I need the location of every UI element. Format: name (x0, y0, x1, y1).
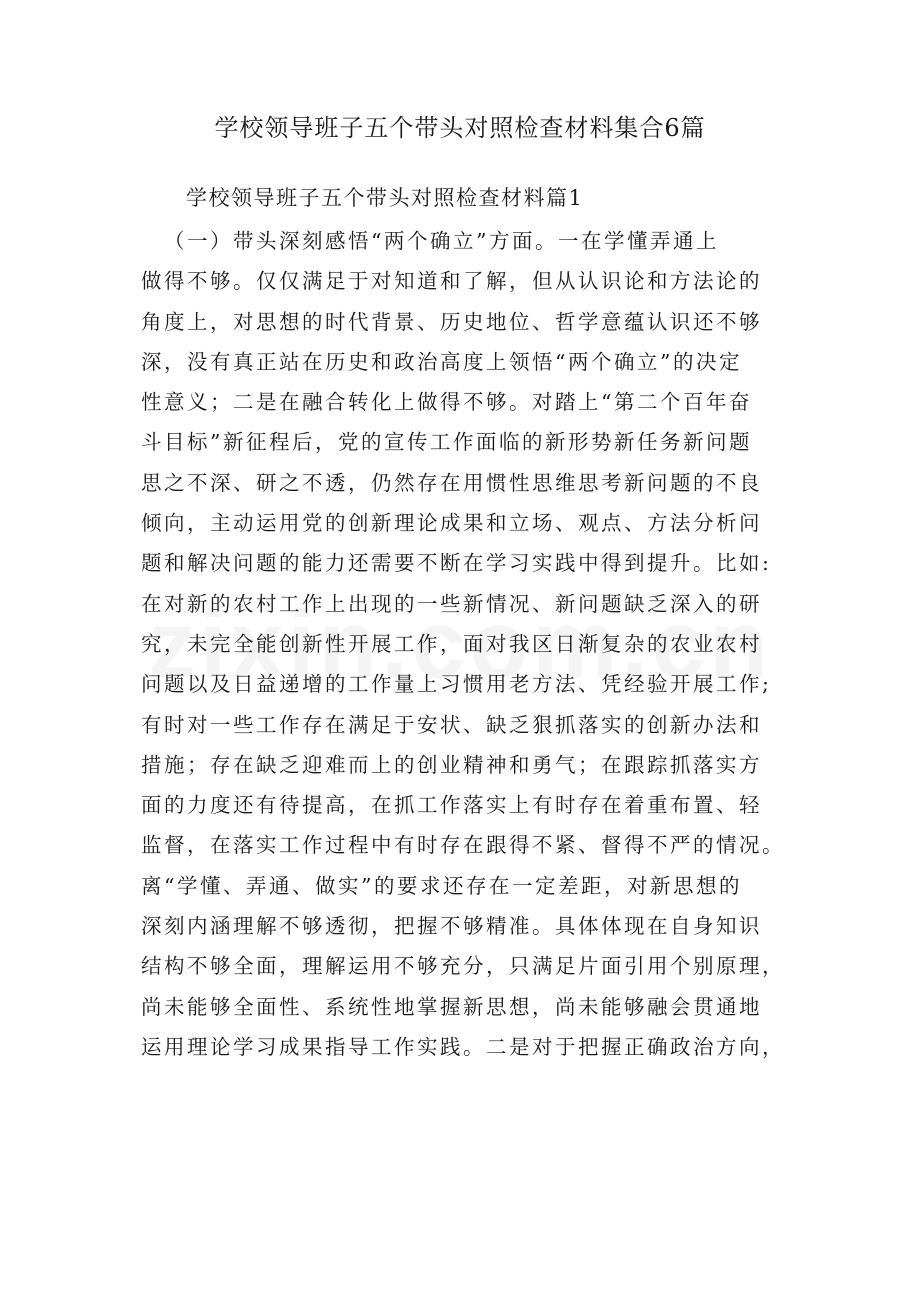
body-line: 运用理论学习成果指导工作实践。二是对于把握正确政治方向， (141, 1034, 785, 1059)
body-line: 思之不深、研之不透，仍然存在用惯性思维思考新问题的不良 (141, 470, 762, 495)
body-line: 深刻内涵理解不够透彻，把握不够精准。具体体现在自身知识 (141, 914, 762, 939)
body-line: 倾向，主动运用党的创新理论成果和立场、观点、方法分析问 (141, 511, 762, 536)
body-line: 题和解决问题的能力还需要不断在学习实践中得到提升。比如: (141, 551, 772, 576)
body-line: 监督，在落实工作过程中有时存在跟得不紧、督得不严的情况。 (141, 833, 785, 858)
body-line: 措施；存在缺乏迎难而上的创业精神和勇气；在跟踪抓落实方 (141, 752, 762, 777)
body-line: 结构不够全面，理解运用不够充分，只满足片面引用个别原理， (141, 954, 785, 979)
body-line: 在对新的农村工作上出现的一些新情况、新问题缺乏深入的研 (141, 591, 762, 616)
body-text (0, 221, 920, 1067)
body-line: 究，未完全能创新性开展工作，面对我区日渐复杂的农业农村 (141, 631, 762, 656)
body-line: 做得不够。仅仅满足于对知道和了解，但从认识论和方法论的 (141, 269, 762, 294)
body-line: 离“学懂、弄通、做实”的要求还存在一定差距，对新思想的 (141, 873, 742, 898)
body-line: 问题以及日益递增的工作量上习惯用老方法、凭经验开展工作; (141, 672, 772, 697)
body-line: 深，没有真正站在历史和政治高度上领悟“两个确立”的决定 (141, 349, 742, 374)
body-line: 尚未能够全面性、系统性地掌握新思想，尚未能够融会贯通地 (141, 994, 762, 1019)
body-line: 角度上，对思想的时代背景、历史地位、哲学意蕴认识还不够 (141, 309, 762, 334)
body-line: 面的力度还有待提高，在抓工作落实上有时存在着重布置、轻 (141, 793, 762, 818)
body-line: （一）带头深刻感悟“两个确立”方面。一在学懂弄通上 (164, 229, 719, 253)
body-line: 性意义；二是在融合转化上做得不够。对踏上“第二个百年奋 (141, 390, 752, 415)
section-heading: 学校领导班子五个带头对照检查材料篇1 (186, 186, 584, 210)
body-line: 斗目标”新征程后，党的宣传工作面临的新形势新任务新问题 (141, 430, 752, 455)
body-line: 有时对一些工作存在满足于安状、缺乏狠抓落实的创新办法和 (141, 712, 762, 737)
document-title: 学校领导班子五个带头对照检查材料集合6篇 (214, 114, 706, 142)
